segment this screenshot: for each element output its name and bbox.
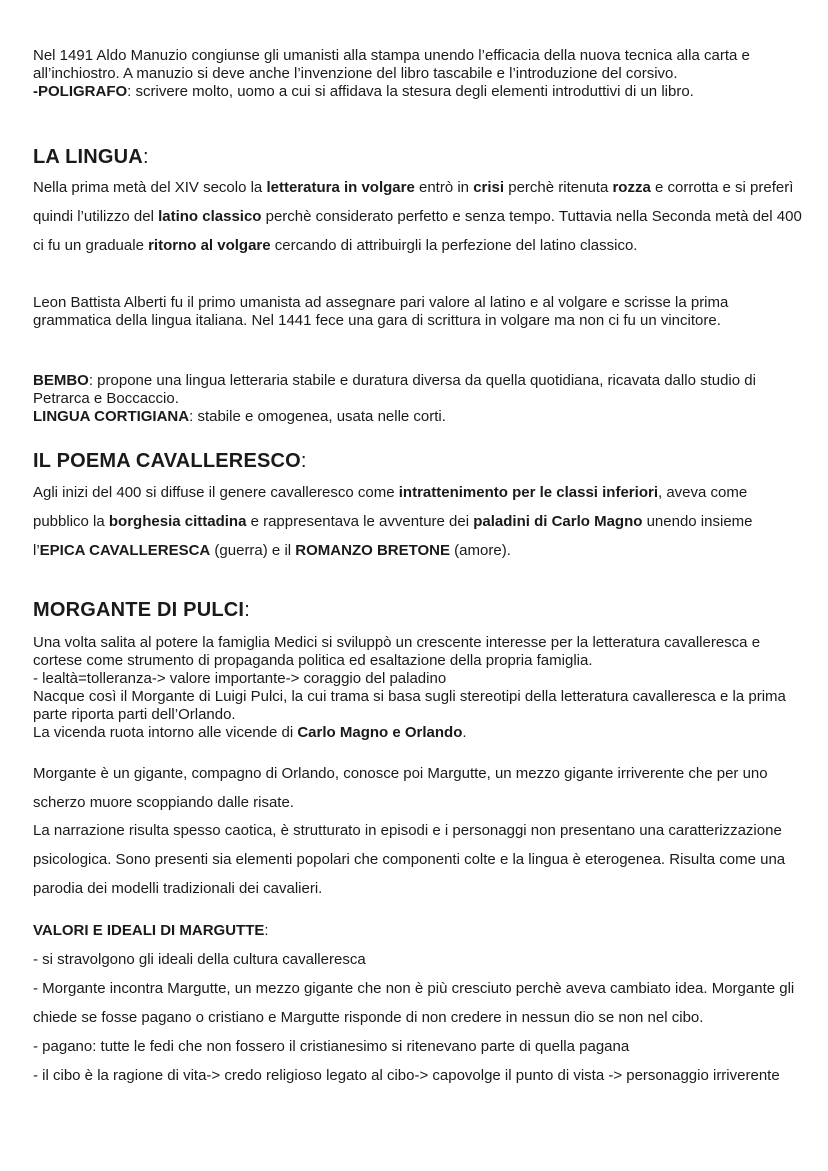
morgante-paragraph-2: Morgante è un gigante, compagno di Orlando, conosce poi Margutte, un mezzo gigante irriverente che per uno scherzo muore scoppiando dalle risate. xyxy=(33,765,768,811)
list-item: - Morgante incontra Margutte, un mezzo gigante che non è più cresciuto perchè aveva cambiato idea. Morgante gli chiede se fosse pagano o cristiano e Margutte risponde di non credere in nessun dio se non nel cibo. xyxy=(33,980,795,1026)
morgante-paragraph-3: La narrazione risulta spesso caotica, è strutturato in episodi e i personaggi non presentano una caratterizzazione psicologica. Sono presenti sia elementi popolari che componenti colte e la lingua è eterogenea. Risulta come una parodia dei modelli tradizionali dei cavalieri. xyxy=(33,822,786,897)
poligrafo-term: -POLIGRAFO xyxy=(33,83,128,100)
section-heading-lingua: LA LINGUA: xyxy=(33,146,149,168)
lingua-definitions xyxy=(33,372,803,426)
bembo-definition: BEMBO: propone una lingua letteraria stabile e duratura diversa da quella quotidiana, ricavata dallo studio di Petrarca e Boccaccio. xyxy=(33,372,756,407)
poema-paragraph: Agli inizi del 400 si diffuse il genere cavalleresco come intrattenimento per le classi inferiori, aveva come pubblico la borghesia cittadina e rappresentava le avventure dei paladini di Carlo Magno unendo insieme l’EPICA CAVALLERESCA (guerra) e il ROMANZO BRETONE (amore). xyxy=(33,484,753,559)
lingua-paragraph-alberti: Leon Battista Alberti fu il primo umanista ad assegnare pari valore al latino e al volgare e scrisse la prima grammatica della lingua italiana. Nel 1441 fece una gara di scrittura in volgare ma non ci fu un vincitore. xyxy=(33,294,729,329)
intro-paragraph: Nel 1491 Aldo Manuzio congiunse gli umanisti alla stampa unendo l’efficacia della nuova tecnica alla carta e all’inchiostro. A manuzio si deve anche l’invenzione del libro tascabile e l’introduzione del corsivo. xyxy=(33,47,750,82)
list-item: - il cibo è la ragione di vita-> credo religioso legato al cibo-> capovolge il punto di vista -> personaggio irriverente xyxy=(33,1067,780,1084)
section-heading-margutte: VALORI E IDEALI DI MARGUTTE: xyxy=(33,922,269,939)
poligrafo-definition: -POLIGRAFO: scrivere molto, uomo a cui si affidava la stesura degli elementi introduttivi di un libro. xyxy=(33,83,694,100)
morgante-paragraph-1: Una volta salita al potere la famiglia Medici si sviluppò un crescente interesse per la letteratura cavalleresca e cortese come strumento di propaganda politica ed esaltazione della propria famiglia. - lealtà=tolleranza-> valore importante-> coraggio del paladino Nacque così il Morgante di Luigi Pulci, la cui trama si basa sugli stereotipi della letteratura cavalleresca e la prima parte riporta parti dell’Orlando. La vicenda ruota intorno alle vicende di Carlo Magno e Orlando. xyxy=(33,634,786,741)
list-item: - pagano: tutte le fedi che non fossero il cristianesimo si ritenevano parte di quella pagana xyxy=(33,1038,630,1055)
cortigiana-definition: LINGUA CORTIGIANA: stabile e omogenea, usata nelle corti. xyxy=(33,408,446,425)
list-item: - si stravolgono gli ideali della cultura cavalleresca xyxy=(33,951,366,968)
section-heading-morgante: MORGANTE DI PULCI: xyxy=(33,599,250,621)
lingua-paragraph-1: Nella prima metà del XIV secolo la letteratura in volgare entrò in crisi perchè ritenuta rozza e corrotta e si preferì quindi l’utilizzo del latino classico perchè considerato perfetto e senza tempo. Tuttavia nella Seconda metà del 400 ci fu un graduale ritorno al volgare cercando di attribuirgli la perfezione del latino classico. xyxy=(33,179,802,254)
intro-section xyxy=(33,47,803,101)
margutte-list xyxy=(33,945,803,1090)
section-heading-poema: IL POEMA CAVALLERESCO: xyxy=(33,450,307,472)
